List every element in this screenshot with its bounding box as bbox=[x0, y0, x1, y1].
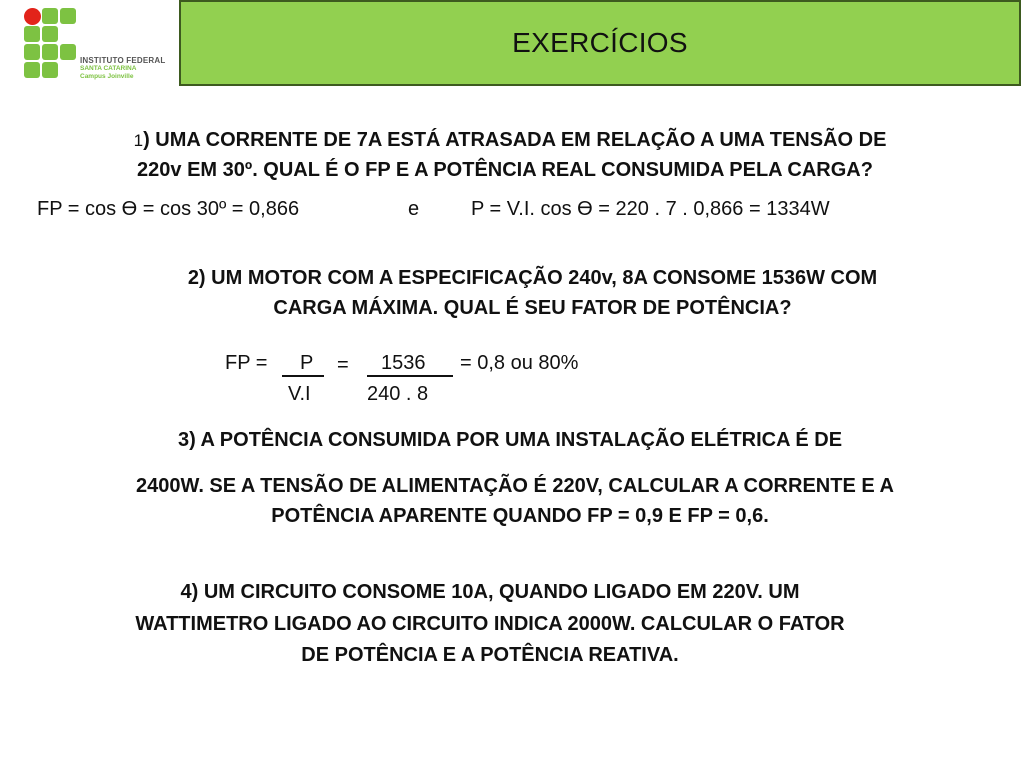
question-4-line-2: WATTIMETRO LIGADO AO CIRCUITO INDICA 2000W. CALCULAR O FATOR bbox=[135, 613, 845, 635]
logo-square bbox=[60, 8, 76, 24]
logo-line-1: INSTITUTO FEDERAL bbox=[80, 56, 166, 65]
question-1-line-1 bbox=[40, 125, 980, 156]
logo-red-dot bbox=[24, 8, 41, 25]
formula-denominator-2: 240 . 8 bbox=[367, 383, 429, 405]
logo-line-3: Campus Joinville bbox=[80, 72, 134, 80]
fraction-bar-2 bbox=[367, 375, 453, 377]
formula-denominator-1: V.I bbox=[288, 383, 311, 405]
logo-square bbox=[42, 62, 58, 78]
page-title: EXERCÍCIOS bbox=[512, 27, 688, 58]
logo-square bbox=[42, 8, 58, 24]
question-2-line-2: CARGA MÁXIMA. QUAL É SEU FATOR DE POTÊNCIA? bbox=[273, 297, 792, 319]
question-2-line-1: 2) UM MOTOR COM A ESPECIFICAÇÃO 240v, 8A CONSOME 1536W COM bbox=[187, 267, 878, 289]
formula-lhs: FP = bbox=[225, 352, 268, 374]
logo-square bbox=[60, 44, 76, 60]
logo-square bbox=[24, 44, 40, 60]
institute-logo bbox=[22, 6, 172, 86]
question-1-line-2: 220v EM 30º. QUAL É O FP E A POTÊNCIA REAL CONSUMIDA PELA CARGA? bbox=[137, 159, 873, 181]
question-1-number: 1 bbox=[133, 131, 144, 150]
formula-numerator-1: P bbox=[300, 352, 314, 374]
fraction-bar-1 bbox=[282, 375, 324, 377]
logo-square bbox=[24, 62, 40, 78]
formula-numerator-2: 1536 bbox=[381, 352, 426, 374]
question-3-line-2: 2400W. SE A TENSÃO DE ALIMENTAÇÃO É 220V, CALCULAR A CORRENTE E A bbox=[136, 475, 894, 497]
answer-1-power: P = V.I. cos Ɵ = 220 . 7 . 0,866 = 1334W bbox=[471, 198, 830, 220]
question-3-line-3: POTÊNCIA APARENTE QUANDO FP = 0,9 E FP = 0,6. bbox=[271, 505, 769, 527]
formula-equals: = bbox=[337, 354, 349, 376]
question-4-line-1: 4) UM CIRCUITO CONSOME 10A, QUANDO LIGADO EM 220V. UM bbox=[180, 581, 800, 603]
logo-line-2: SANTA CATARINA bbox=[80, 65, 137, 72]
answer-1-fp: FP = cos Ɵ = cos 30º = 0,866 bbox=[37, 198, 300, 220]
formula-result: = 0,8 ou 80% bbox=[460, 352, 579, 374]
title-banner bbox=[179, 0, 1021, 86]
logo-text bbox=[80, 57, 165, 80]
logo-square bbox=[42, 26, 58, 42]
logo-square bbox=[42, 44, 58, 60]
answer-1-and: e bbox=[408, 198, 420, 220]
logo-square bbox=[24, 26, 40, 42]
question-1-text: ) UMA CORRENTE DE 7A ESTÁ ATRASADA EM RELAÇÃO A UMA TENSÃO DE bbox=[143, 129, 887, 151]
question-3-line-1: 3) A POTÊNCIA CONSUMIDA POR UMA INSTALAÇÃO ELÉTRICA É DE bbox=[177, 429, 843, 451]
question-4-line-3: DE POTÊNCIA E A POTÊNCIA REATIVA. bbox=[301, 644, 679, 666]
